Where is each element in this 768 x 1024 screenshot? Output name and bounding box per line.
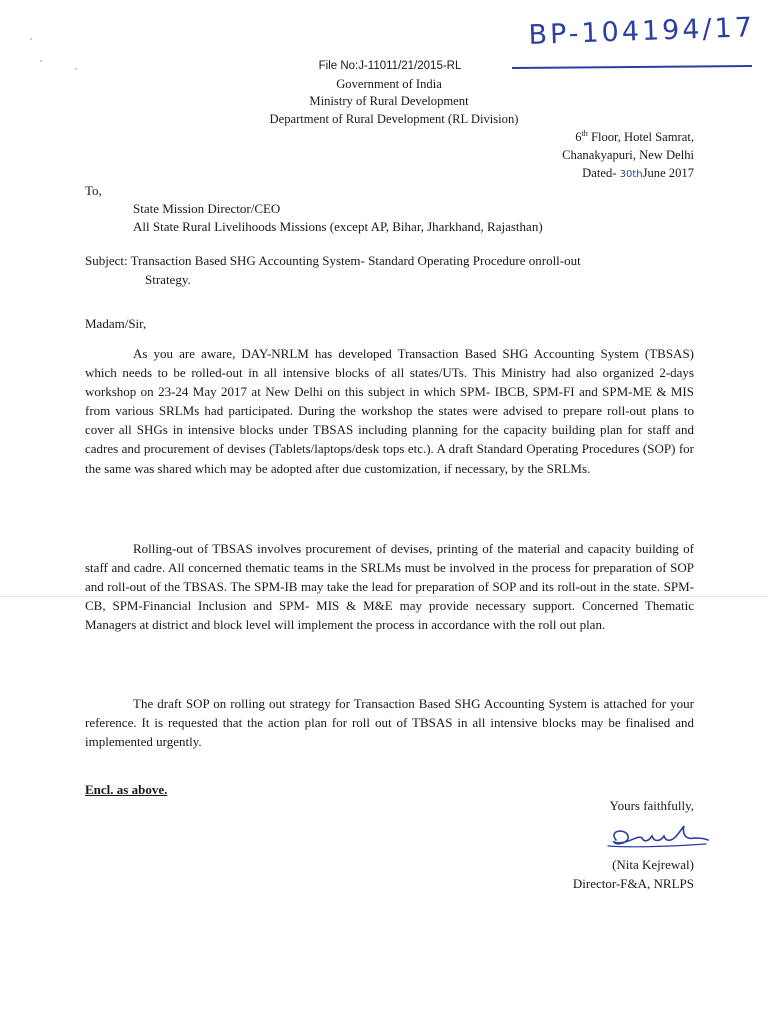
handwritten-reference-number: BP-104194/17 xyxy=(528,12,756,51)
signer-block xyxy=(573,855,694,893)
handwritten-date: 30th xyxy=(619,169,643,181)
signer-name: (Nita Kejrewal) xyxy=(612,857,694,872)
closing: Yours faithfully, xyxy=(609,798,694,813)
letterhead xyxy=(0,58,768,128)
to-label: To, xyxy=(85,183,102,198)
recipient-line: State Mission Director/CEO xyxy=(133,201,281,216)
body-paragraph-2: Rolling-out of TBSAS involves procurement of devises, printing of the material and capacity building of staff and cadre. All concerned thematic teams in the SRLMs must be involved in the process for preparation of SOP and roll-out of the TBSAS. The SPM-IB may take the lead for preparation of SOP and its roll-out in the state. SPM-CB, SPM-Financial Inclusion and SPM- MIS & M&E may provide necessary support. Concerned Thematic Managers at district and block level will implement the process in accordance with the roll out plan. xyxy=(85,541,694,633)
signature-icon xyxy=(586,816,716,856)
org-government: Government of India xyxy=(336,76,442,91)
recipient-line: All State Rural Livelihoods Missions (except AP, Bihar, Jharkhand, Rajasthan) xyxy=(133,218,543,234)
body-paragraph-3: The draft SOP on rolling out strategy for Transaction Based SHG Accounting System is attached for your reference. It is requested that the action plan for roll out of TBSAS in all intensive blocks may be finalised and implemented urgently. xyxy=(85,696,694,750)
org-department: Department of Rural Development (RL Division) xyxy=(269,111,519,126)
address-line-1: 6th Floor, Hotel Samrat, xyxy=(575,129,694,145)
scan-speck xyxy=(30,38,32,40)
address-line-2: Chanakyapuri, New Delhi xyxy=(562,148,694,163)
subject xyxy=(85,251,695,289)
body-paragraph-1: As you are aware, DAY-NRLM has developed Transaction Based SHG Accounting System (TBSAS) which needs to be rolled-out in all intensive blocks of all states/UTs. This Ministry had also organized 2-days workshop on 23-24 May 2017 at New Delhi on this subject in which SPM- IBCB, SPM-FI and SPM-ME & MIS from various SRLMs had participated. During the workshop the states were advised to prepare roll-out plans to cover all SHGs in intensive blocks under TBSAS including planning for the capacity building plan for staff and cadres and procurement of devises (Tablets/laptops/desk tops etc.). A draft Standard Operating Procedures (SOP) for the same was shared which may be adopted after due customization, if necessary, by the SRLMs. xyxy=(85,346,694,476)
signer-title: Director-F&A, NRLPS xyxy=(572,876,694,891)
salutation: Madam/Sir, xyxy=(85,316,147,331)
file-number: File No:J-11011/21/2015-RL xyxy=(318,60,462,72)
subject-line-1: Subject: Transaction Based SHG Accounting System- Standard Operating Procedure onroll-out xyxy=(85,253,581,268)
enclosure-note: Encl. as above. xyxy=(85,782,168,797)
recipients xyxy=(133,200,543,235)
org-ministry: Ministry of Rural Development xyxy=(309,94,469,109)
date-line: Dated- 30thJune 2017 xyxy=(582,166,694,181)
sender-address xyxy=(562,125,694,184)
subject-line-2: Strategy. xyxy=(145,272,191,287)
